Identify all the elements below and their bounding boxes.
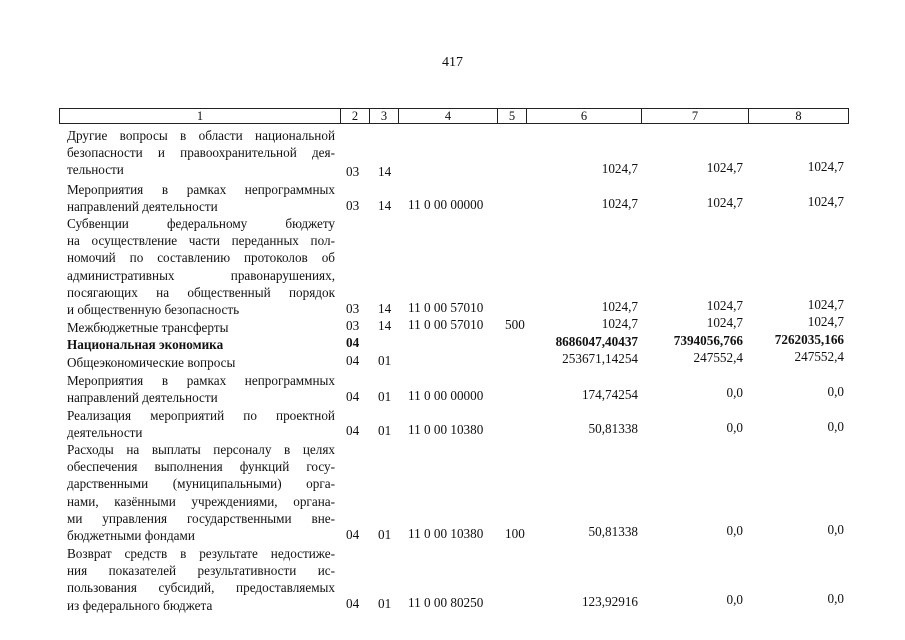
cell-subsection: 01 [378,596,392,611]
cell-subsection: 01 [378,389,392,404]
cell-section: 04 [346,353,360,368]
description-line: направлений деятельности [67,390,218,406]
description-line: ми управления государственными вне- [67,510,335,526]
cell-amount-6: 1024,7 [601,161,638,176]
header-col-2: 2 [340,108,370,124]
description-line: Мероприятия в рамках непрограммных [67,373,335,388]
row-description [67,319,335,336]
cell-target-code: 11 0 00 57010 [408,317,484,332]
cell-amount-7: 1024,7 [706,195,743,210]
description-line: направлений деятельности [67,199,218,215]
cell-amount-6: 1024,7 [601,316,638,331]
description-line: Национальная экономика [67,337,224,352]
cell-amount-8: 0,0 [827,384,844,399]
description-line: Общеэкономические вопросы [67,355,236,370]
header-col-1: 1 [59,108,341,124]
cell-target-code: 11 0 00 57010 [408,300,484,315]
row-description [67,441,335,544]
row-description [67,215,335,318]
cell-amount-8: 1024,7 [807,297,844,312]
header-col-8: 8 [748,108,849,124]
description-line: дарственными (муниципальными) орга- [67,476,335,492]
cell-amount-6: 8686047,40437 [555,334,638,349]
cell-amount-8: 1024,7 [807,159,844,174]
cell-section: 04 [346,335,360,350]
cell-subsection: 01 [378,423,392,438]
cell-amount-7: 0,0 [726,420,743,435]
cell-amount-6: 1024,7 [601,196,638,211]
cell-amount-6: 50,81338 [588,421,638,436]
cell-subsection: 01 [378,353,392,368]
cell-amount-7: 0,0 [726,385,743,400]
description-line: на осуществление части переданных пол- [67,233,335,249]
cell-subsection: 14 [378,301,392,316]
description-line: посягающих на общественный порядок [67,284,335,300]
header-col-7: 7 [641,108,749,124]
description-line: бюджетными фондами [67,528,195,544]
cell-amount-6: 50,81338 [588,524,638,539]
cell-section: 03 [346,198,360,213]
cell-amount-7: 0,0 [726,523,743,538]
cell-subsection: 14 [378,318,392,333]
description-line: обеспечения выполнения функций госу- [67,459,335,475]
header-col-5: 5 [497,108,527,124]
cell-expense-type: 500 [505,317,525,332]
description-line: административных правонарушениях, [67,267,335,283]
description-line: Реализация мероприятий по проектной [67,408,335,423]
header-col-3: 3 [369,108,399,124]
description-line: Межбюджетные трансферты [67,320,229,335]
row-description [67,354,335,371]
cell-target-code: 11 0 00 80250 [408,595,484,610]
description-line: и общественную безопасность [67,302,240,318]
cell-amount-7: 0,0 [726,592,743,607]
cell-amount-7: 1024,7 [706,160,743,175]
cell-section: 03 [346,301,360,316]
cell-section: 03 [346,164,360,179]
cell-target-code: 11 0 00 00000 [408,197,484,212]
cell-amount-7: 7394056,766 [673,333,743,348]
cell-amount-8: 7262035,166 [774,332,844,347]
description-line: пользования субсидий, предоставляемых [67,580,335,596]
cell-amount-8: 247552,4 [794,349,844,364]
cell-section: 03 [346,318,360,333]
cell-amount-8: 1024,7 [807,314,844,329]
cell-subsection: 01 [378,527,392,542]
cell-subsection: 14 [378,198,392,213]
cell-amount-7: 1024,7 [706,298,743,313]
cell-amount-8: 0,0 [827,591,844,606]
cell-amount-6: 174,74254 [581,387,638,402]
page-number: 417 [442,55,463,70]
cell-amount-7: 1024,7 [706,315,743,330]
cell-amount-8: 0,0 [827,419,844,434]
row-description [67,181,335,215]
description-line: безопасности и правоохранительной дея- [67,145,335,161]
description-line: из федерального бюджета [67,597,213,613]
cell-section: 04 [346,527,360,542]
description-line: номочий по составлению протоколов об [67,250,335,266]
cell-expense-type: 100 [505,526,525,541]
cell-target-code: 11 0 00 10380 [408,422,484,437]
cell-section: 04 [346,423,360,438]
cell-amount-8: 0,0 [827,522,844,537]
row-description [67,545,335,614]
cell-amount-6: 123,92916 [581,594,638,609]
description-line: Мероприятия в рамках непрограммных [67,182,335,197]
cell-section: 04 [346,596,360,611]
header-col-6: 6 [526,108,642,124]
header-col-4: 4 [398,108,498,124]
description-line: деятельности [67,425,143,441]
description-line: нами, казёнными учреждениями, органа- [67,493,335,509]
cell-target-code: 11 0 00 00000 [408,388,484,403]
description-line: тельности [67,162,124,178]
cell-amount-6: 253671,14254 [562,351,638,366]
description-line: ния показателей результативности ис- [67,563,335,579]
description-line: Возврат средств в результате недостиже- [67,546,335,561]
row-description [67,372,335,406]
cell-section: 04 [346,389,360,404]
description-line: Другие вопросы в области национальной [67,128,335,143]
description-line: Расходы на выплаты персоналу в целях [67,442,335,457]
row-description [67,127,335,179]
description-line: Субвенции федеральному бюджету [67,216,335,231]
cell-amount-8: 1024,7 [807,194,844,209]
cell-amount-6: 1024,7 [601,299,638,314]
cell-subsection: 14 [378,164,392,179]
cell-amount-7: 247552,4 [693,350,743,365]
cell-target-code: 11 0 00 10380 [408,526,484,541]
row-description [67,407,335,441]
row-description [67,336,335,353]
